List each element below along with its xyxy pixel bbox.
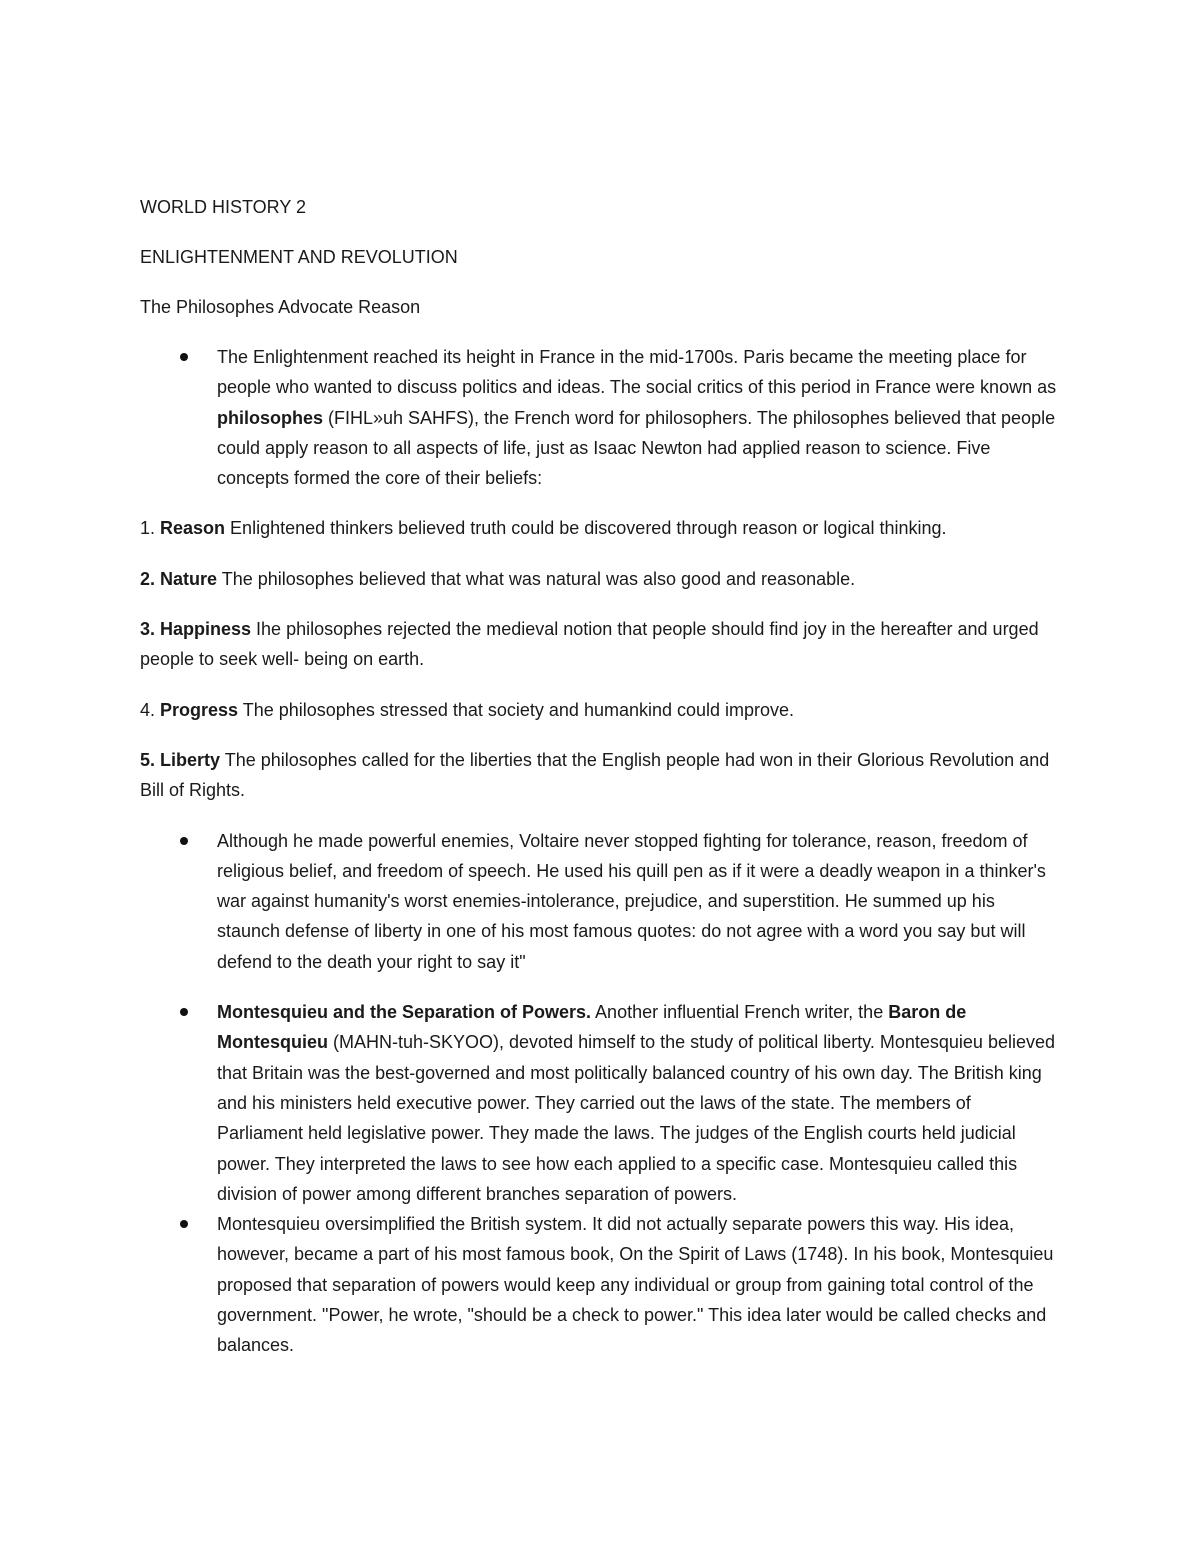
montesquieu-bullet [140,997,1060,1209]
concept-text: Ihe philosophes rejected the medieval notion that people should find joy in the hereafter and urged people to seek well- being on earth. [140,619,1039,670]
montesquieu-list [140,997,1060,1361]
concept-term: Progress [160,699,239,720]
concept-text: Enlightened thinkers believed truth could be discovered through reason or logical thinking. [225,518,947,539]
document-title: WORLD HISTORY 2 [140,197,307,217]
concept-term: Reason [160,518,226,539]
section-heading: The Philosophes Advocate Reason [140,297,421,317]
concept-number: 2. [140,568,161,589]
intro-list [140,342,1060,493]
intro-bullet [140,342,1060,493]
concept-item-progress [140,695,1060,725]
concept-item-happiness [140,614,1060,675]
montesquieu-heading: Montesquieu and the Separation of Powers. [217,1002,592,1023]
concept-term: Happiness [160,619,252,640]
intro-text-2: (FIHL»uh SAHFS), the French word for philosophers. The philosophes believed that people could apply reason to all aspects of life, just as Isaac Newton had applied reason to science. Five concepts formed the core of their beliefs: [217,407,1056,489]
concept-item-liberty [140,745,1060,806]
bullet-icon [180,837,188,845]
concept-number: 5. [140,749,161,770]
concept-text: The philosophes believed that what was natural was also good and reasonable. [217,568,856,589]
concept-text: The philosophes stressed that society and humankind could improve. [238,699,795,720]
concept-item-nature [140,564,1060,594]
concept-text: The philosophes called for the liberties that the English people had won in their Glorious Revolution and Bill of Rights. [140,749,1050,801]
concept-number: 4. [140,699,161,720]
bullet-icon [180,1220,188,1228]
unit-heading: ENLIGHTENMENT AND REVOLUTION [140,247,458,267]
voltaire-list [140,826,1060,977]
concept-item-reason [140,513,1060,543]
montesquieu-text-2: (MAHN-tuh-SKYOO), devoted himself to the study of political liberty. Montesquieu believed that Britain was the best-governed and most politically balanced country of his own day. The British king and his ministers held executive power. They carried out the laws of the state. The members of Parliament held legislative power. They made the laws. The judges of the English courts held judicial power. They interpreted the laws to see how each applied to a specific case. Montesquieu called this division of power among different branches separation of powers. [217,1032,1055,1204]
concept-number: 1. [140,518,161,539]
intro-text-1: The Enlightenment reached its height in France in the mid-1700s. Paris became the meeting place for people who wanted to discuss politics and ideas. The social critics of this period in France were known as [217,347,1057,398]
voltaire-text: Although he made powerful enemies, Voltaire never stopped fighting for tolerance, reason, freedom of religious belief, and freedom of speech. He used his quill pen as if it were a deadly weapon in a thinker's war against humanity's worst enemies-intolerance, prejudice, and superstition. He summed up his staunch defense of liberty in one of his most famous quotes: do not agree with a word you say but will defend to the death your right to say it" [217,830,1046,972]
bullet-icon [180,1008,188,1016]
bullet-icon [180,353,188,361]
concept-term: Liberty [160,749,221,770]
montesquieu-text-1: Another influential French writer, the [591,1002,889,1023]
oversimplified-bullet [140,1209,1060,1360]
oversimplified-text: Montesquieu oversimplified the British system. It did not actually separate powers this way. His idea, however, became a part of his most famous book, On the Spirit of Laws (1748). In his book, Montesquieu proposed that separation of powers would keep any individual or group from gaining total control of the government. "Power, he wrote, "should be a check to power." This idea later would be called checks and balances. [217,1214,1054,1356]
concept-number: 3. [140,619,161,640]
voltaire-bullet [140,826,1060,977]
montesquieu-name: Baron de Montesquieu [217,1002,967,1053]
intro-term-philosophes: philosophes [217,407,324,428]
concept-term: Nature [160,568,218,589]
